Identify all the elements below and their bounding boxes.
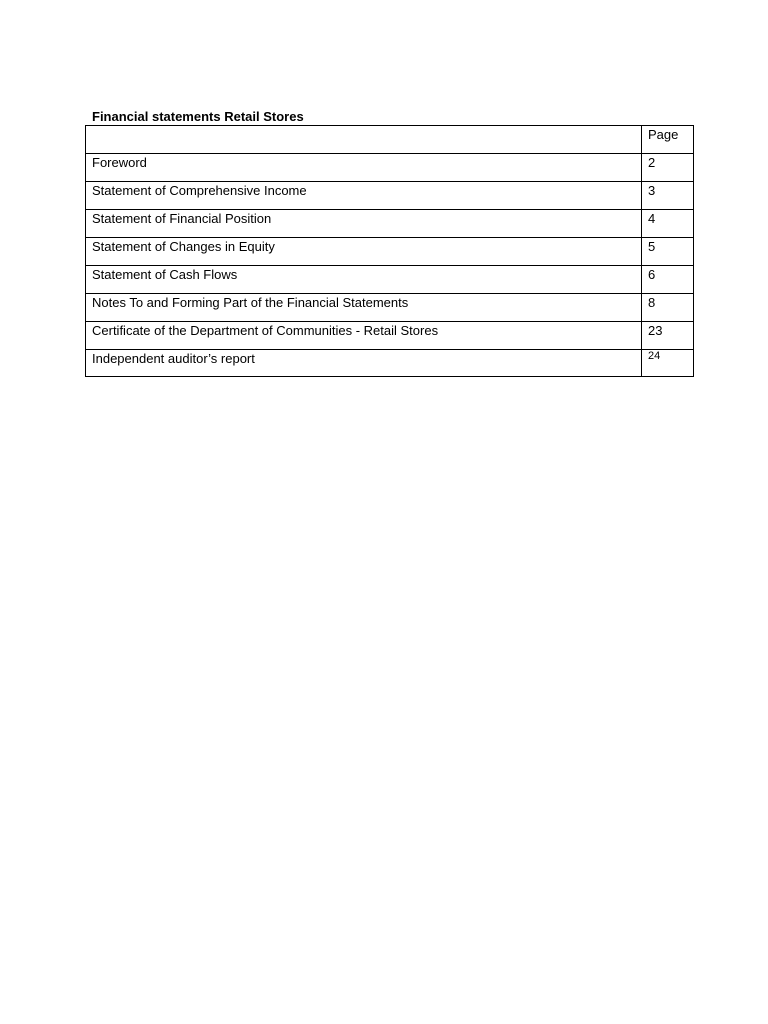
table-row	[86, 210, 694, 238]
entry-title: Notes To and Forming Part of the Financial Statements	[86, 294, 642, 322]
table-row	[86, 322, 694, 350]
header-title-cell	[86, 126, 642, 154]
entry-page: 3	[642, 182, 694, 210]
entry-page: 23	[642, 322, 694, 350]
document-title: Financial statements Retail Stores	[92, 109, 304, 124]
entry-page: 24	[642, 350, 694, 377]
entry-title: Foreword	[86, 154, 642, 182]
contents-table	[85, 125, 694, 377]
table-row	[86, 238, 694, 266]
entry-page: 2	[642, 154, 694, 182]
table-row	[86, 350, 694, 377]
entry-title: Statement of Changes in Equity	[86, 238, 642, 266]
entry-title: Certificate of the Department of Communities - Retail Stores	[86, 322, 642, 350]
table-row	[86, 266, 694, 294]
entry-page: 4	[642, 210, 694, 238]
entry-page: 5	[642, 238, 694, 266]
entry-title: Statement of Comprehensive Income	[86, 182, 642, 210]
table-row	[86, 154, 694, 182]
entry-title: Statement of Cash Flows	[86, 266, 642, 294]
page-column-header: Page	[642, 126, 694, 154]
table-row	[86, 182, 694, 210]
table-header-row	[86, 126, 694, 154]
entry-title: Statement of Financial Position	[86, 210, 642, 238]
entry-title: Independent auditor’s report	[86, 350, 642, 377]
entry-page: 6	[642, 266, 694, 294]
entry-page: 8	[642, 294, 694, 322]
table-row	[86, 294, 694, 322]
